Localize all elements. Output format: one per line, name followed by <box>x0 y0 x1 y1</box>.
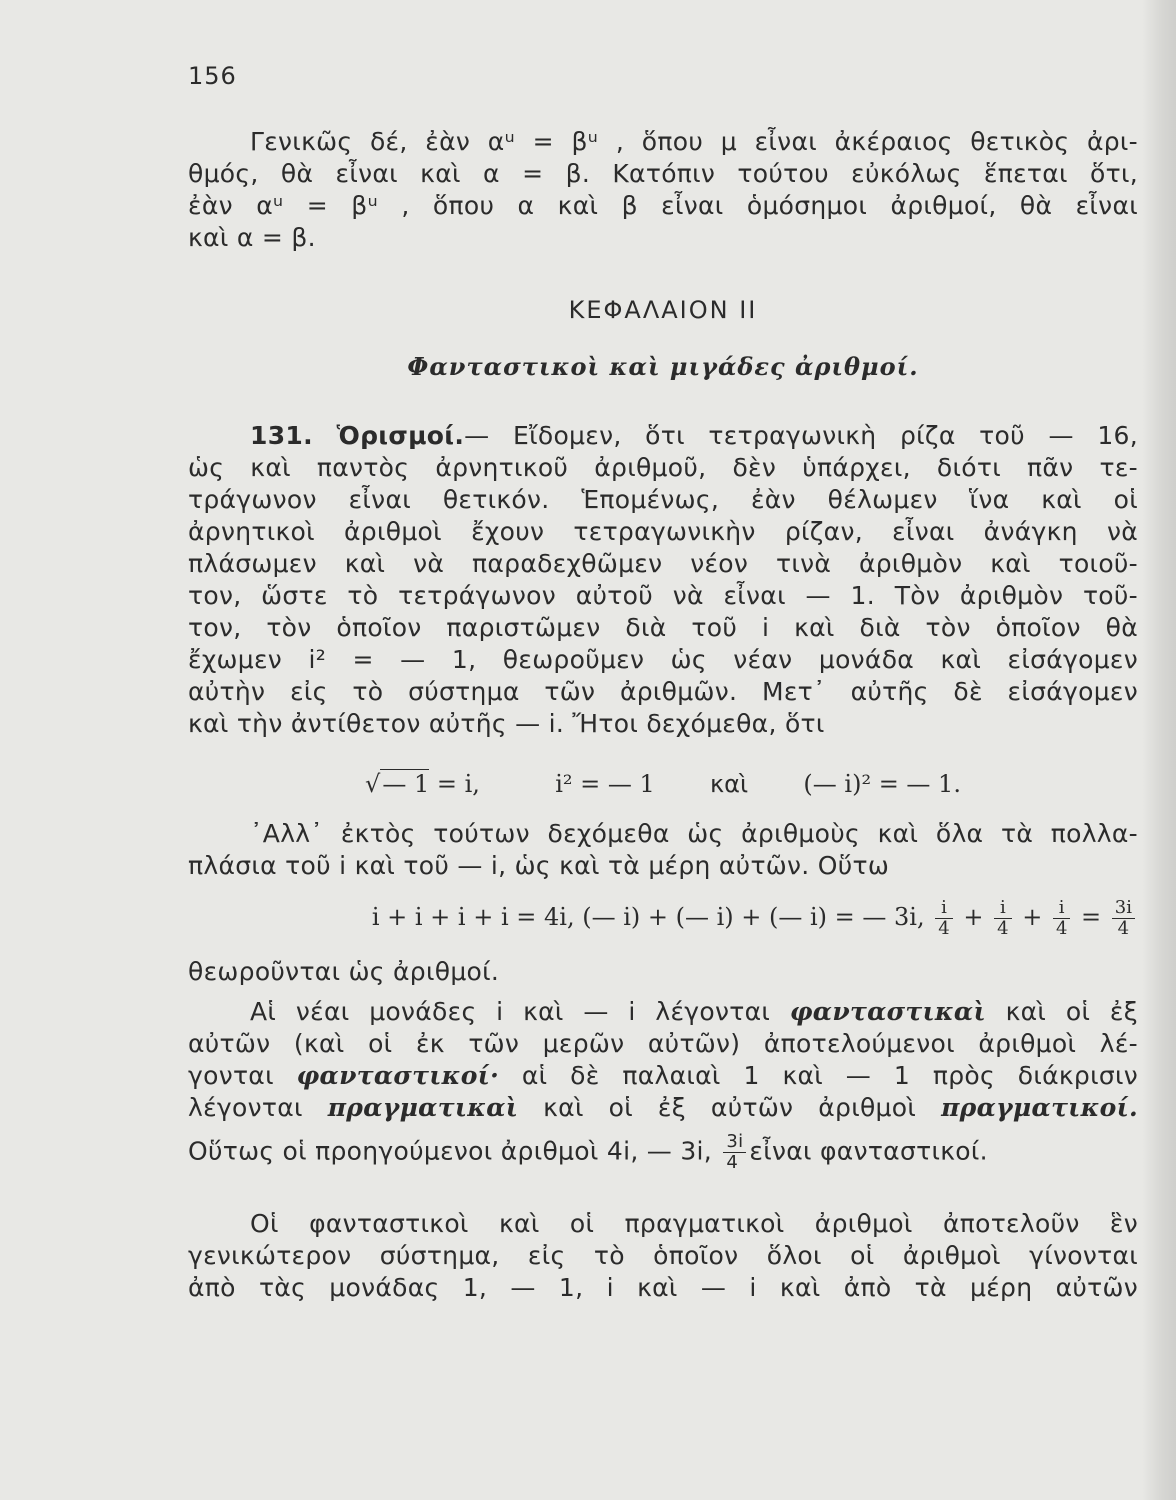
equation-part-2: i² = — 1 <box>555 770 655 798</box>
numbers-line: θεωροῦνται ὡς ἀριθμοί. <box>188 957 500 986</box>
intro-line: Γενικῶς δέ, ἐὰν αᵘ = βᵘ , ὅπου μ εἶναι ἀκέραιος θετικὸς ἀρι- <box>250 127 1138 156</box>
fraction-numerator: i <box>1053 898 1070 919</box>
definitions-line <box>188 1060 1138 1092</box>
chapter-heading: ΚΕΦΑΛΑΙΟΝ ΙΙ <box>568 296 758 324</box>
definitions-line <box>188 996 1138 1028</box>
fraction-numerator: 3i <box>1112 898 1135 919</box>
definitions-line <box>188 1132 1138 1173</box>
intro-line: θμός, θὰ εἶναι καὶ α = β. Κατόπιν τούτου εὐκόλως ἕπεται ὅτι, <box>188 159 1138 188</box>
section-line: ὡς καὶ παντὸς ἀρνητικοῦ ἀριθμοῦ, δὲν ὑπάρχει, διότι πᾶν τε- <box>188 453 1138 482</box>
text-run: λέγονται <box>188 1093 328 1122</box>
chapter-title: Φανταστικοὶ καὶ μιγάδες ἀριθμοί. <box>407 352 919 381</box>
intro-line: καὶ α = β. <box>188 223 316 252</box>
page-edge-shadow <box>1142 0 1176 1500</box>
fraction-denominator: 4 <box>997 918 1009 939</box>
section-line: τον, ὥστε τὸ τετράγωνον αὐτοῦ νὰ εἶναι — 1. Τὸν ἀριθμὸν τοῦ- <box>188 581 1138 610</box>
system-paragraph <box>188 1208 1138 1304</box>
term-real: πραγματικοί. <box>941 1093 1138 1122</box>
section-line: καὶ τὴν ἀντίθετον αὐτῆς — i. Ἤτοι δεχόμεθα, ὅτι <box>188 709 825 738</box>
equation-sums: i + i + i + i = 4i, (— i) + (— i) + (— i) = — 3i, <box>371 903 925 931</box>
fraction-3i-over-4 <box>1112 898 1135 939</box>
intro-paragraph <box>188 126 1138 254</box>
text-run: Αἱ νέαι μονάδες i καὶ — i λέγονται <box>250 997 790 1026</box>
section-line: πλάσωμεν καὶ νὰ παραδεχθῶμεν νέον τινὰ ἀριθμὸν καὶ τοιοῦ- <box>188 549 1138 578</box>
system-line: ἀπὸ τὰς μονάδας 1, — 1, i καὶ — i καὶ ἀπὸ τὰ μέρη αὐτῶν <box>188 1273 1138 1302</box>
text-run: γονται <box>188 1061 297 1090</box>
text-run: εἶναι φανταστικοί. <box>749 1136 988 1166</box>
fraction-numerator: i <box>994 898 1011 919</box>
section-line: ἀρνητικοὶ ἀριθμοὶ ἔχουν τετραγωνικὴν ρίζαν, εἶναι ἀνάγκη νὰ <box>188 517 1138 546</box>
multiples-paragraph <box>188 818 1138 882</box>
fraction-numerator: i <box>935 898 952 919</box>
section-131-paragraph <box>188 420 1138 740</box>
fraction-3i-over-4 <box>723 1132 746 1173</box>
page-number: 156 <box>188 62 237 90</box>
definitions-line: αὐτῶν (καὶ οἱ ἐκ τῶν μερῶν αὐτῶν) ἀποτελούμενοι ἀριθμοὶ λέ- <box>188 1029 1138 1058</box>
equation-conjunction: καὶ <box>710 770 749 798</box>
fraction-i-over-4 <box>935 898 952 939</box>
definitions-paragraph <box>188 996 1138 1173</box>
section-heading: Ὁρισμοί. <box>336 421 465 450</box>
section-number: 131. <box>250 421 313 450</box>
sqrt-expression: √— 1 = i, <box>365 770 480 798</box>
multiples-line: ᾽Αλλ᾽ ἐκτὸς τούτων δεχόμεθα ὡς ἀριθμοὺς καὶ ὅλα τὰ πολλα- <box>250 819 1138 848</box>
term-imaginary-fem: φανταστικαὶ <box>789 997 986 1026</box>
fraction-numerator: 3i <box>723 1132 746 1153</box>
text-run: καὶ οἱ ἐξ αὐτῶν ἀριθμοὶ <box>518 1093 942 1122</box>
fraction-denominator: 4 <box>1117 918 1130 939</box>
equation-part-3: (— i)² = — 1. <box>803 770 961 798</box>
numbers-line-paragraph <box>188 956 1138 988</box>
section-first-line <box>188 420 1138 452</box>
fraction-i-over-4 <box>1053 898 1070 939</box>
equation-imaginary-unit <box>188 770 1138 798</box>
term-imaginary: φανταστικοί· <box>296 1061 500 1090</box>
fraction-denominator: 4 <box>938 918 950 939</box>
equals-sign: = <box>1081 903 1102 931</box>
section-line: αὐτὴν εἰς τὸ σύστημα τῶν ἀριθμῶν. Μετ᾽ αὐτῆς δὲ εἰσάγομεν <box>188 677 1138 706</box>
text-run: καὶ οἱ ἐξ <box>985 997 1138 1026</box>
fraction-denominator: 4 <box>1055 918 1068 939</box>
text-run: αἱ δὲ παλαιαὶ 1 καὶ — 1 πρὸς διάκρισιν <box>499 1061 1138 1090</box>
term-real-fem: πραγματικαὶ <box>327 1093 519 1122</box>
text-run: Οὕτως οἱ προηγούμενοι ἀριθμοὶ 4i, — 3i, <box>188 1136 713 1166</box>
fraction-i-over-4 <box>994 898 1011 939</box>
sqrt-argument: — 1 <box>382 770 430 798</box>
system-line: γενικώτερον σύστημα, εἰς τὸ ὁποῖον ὅλοι οἱ ἀριθμοὶ γίνονται <box>188 1241 1138 1270</box>
definitions-line <box>188 1092 1138 1124</box>
system-line: Οἱ φανταστικοὶ καὶ οἱ πραγματικοὶ ἀριθμοὶ ἀποτελοῦν ἓν <box>250 1209 1138 1238</box>
section-line: τον, τὸν ὁποῖον παριστῶμεν διὰ τοῦ i καὶ διὰ τὸν ὁποῖον θὰ <box>188 613 1138 642</box>
section-line: τράγωνον εἶναι θετικόν. Ἑπομένως, ἐὰν θέλωμεν ἵνα καὶ οἱ <box>188 485 1138 514</box>
equation-multiples <box>188 898 1138 939</box>
plus-sign: + <box>963 903 984 931</box>
section-first-line-text: — Εἴδομεν, ὅτι τετραγωνικὴ ρίζα τοῦ — 16, <box>464 421 1138 450</box>
intro-line: ἐὰν αᵘ = βᵘ , ὅπου α καὶ β εἶναι ὁμόσημοι ἀριθμοί, θὰ εἶναι <box>188 191 1138 220</box>
fraction-denominator: 4 <box>726 1152 739 1173</box>
section-line: ἔχωμεν i² = — 1, θεωροῦμεν ὡς νέαν μονάδα καὶ εἰσάγομεν <box>188 645 1138 674</box>
multiples-line: πλάσια τοῦ i καὶ τοῦ — i, ὡς καὶ τὰ μέρη αὐτῶν. Οὕτω <box>188 851 890 880</box>
sqrt-result: = i, <box>429 770 480 798</box>
plus-sign: + <box>1022 903 1043 931</box>
